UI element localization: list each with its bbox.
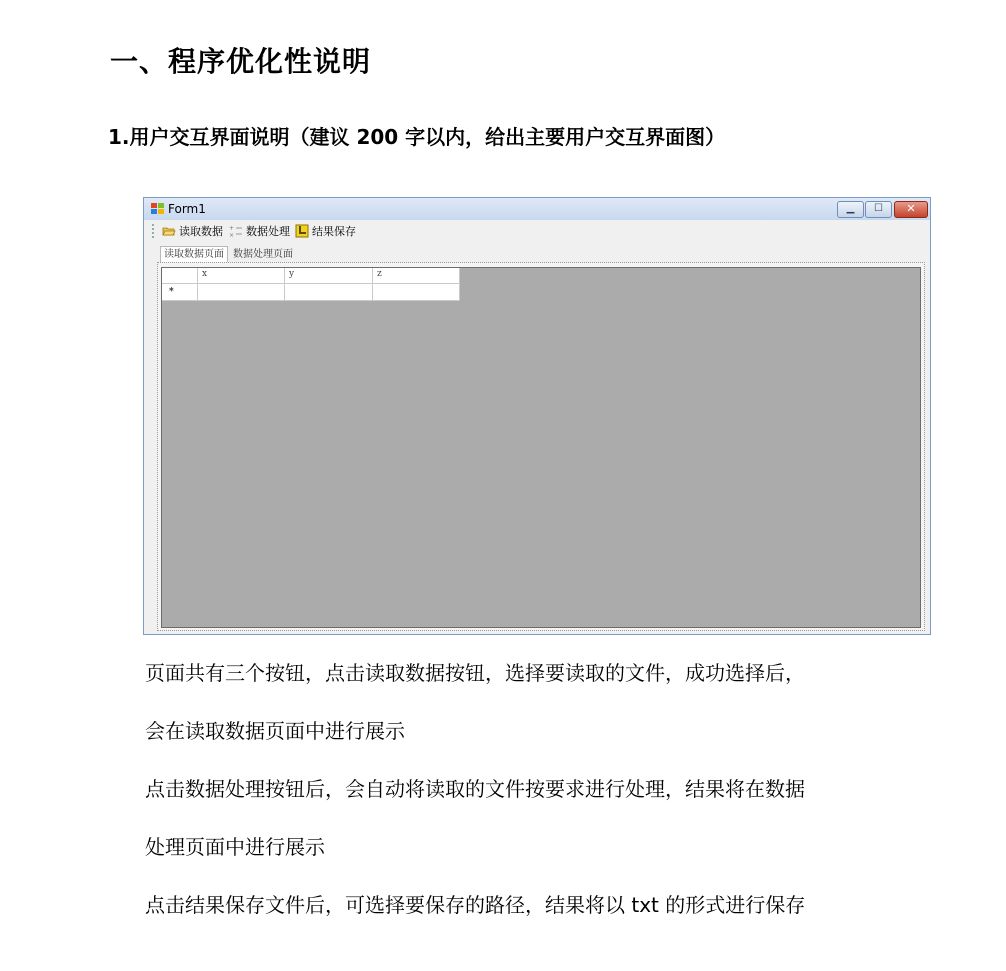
- toolbar-grip[interactable]: [152, 224, 156, 238]
- sort-icon: [229, 224, 243, 238]
- save-result-button[interactable]: [295, 223, 356, 239]
- paragraph: 页面共有三个按钮，点击读取数据按钮，选择要读取的文件，成功选择后，: [145, 661, 805, 685]
- data-grid[interactable]: [161, 267, 921, 628]
- grid-cell-y[interactable]: [285, 284, 373, 301]
- read-data-label: 读取数据: [179, 225, 223, 238]
- minimize-button[interactable]: ▁: [837, 201, 864, 218]
- close-button[interactable]: ✕: [894, 201, 928, 218]
- save-icon: [295, 224, 309, 238]
- grid-new-row-marker: *: [162, 284, 198, 301]
- grid-cell-z[interactable]: [373, 284, 460, 301]
- section-heading: 一、程序优化性说明: [110, 45, 372, 78]
- tab-process-data[interactable]: 数据处理页面: [233, 249, 293, 260]
- subsection-heading: 1.用户交互界面说明（建议 200 字以内，给出主要用户交互界面图）: [108, 125, 726, 149]
- svg-text:+: +: [229, 225, 235, 232]
- maximize-button[interactable]: ☐: [865, 201, 892, 218]
- toolbar: [144, 220, 930, 242]
- window-titlebar: [144, 198, 930, 220]
- paragraph: 点击结果保存文件后，可选择要保存的路径，结果将以 txt 的形式进行保存: [145, 893, 806, 917]
- process-data-button[interactable]: [229, 223, 290, 239]
- paragraph: 会在读取数据页面中进行展示: [145, 719, 405, 743]
- grid-column-header-x[interactable]: x: [198, 268, 285, 284]
- paragraph: 点击数据处理按钮后，会自动将读取的文件按要求进行处理，结果将在数据: [145, 777, 805, 801]
- tab-page: [157, 262, 925, 631]
- app-window-screenshot: [143, 197, 931, 635]
- process-data-label: 数据处理: [246, 225, 290, 238]
- grid-cell-x[interactable]: [198, 284, 285, 301]
- tab-read-data[interactable]: 读取数据页面: [160, 246, 228, 263]
- grid-corner-header: [162, 268, 198, 284]
- grid-column-header-z[interactable]: z: [373, 268, 460, 284]
- paragraph: 处理页面中进行展示: [145, 835, 325, 859]
- app-icon: [151, 203, 165, 215]
- read-data-button[interactable]: [162, 223, 223, 239]
- grid-column-header-y[interactable]: y: [285, 268, 373, 284]
- folder-open-icon: [162, 224, 176, 238]
- svg-text:×: ×: [229, 232, 235, 238]
- window-title: Form1: [168, 202, 206, 216]
- save-result-label: 结果保存: [312, 225, 356, 238]
